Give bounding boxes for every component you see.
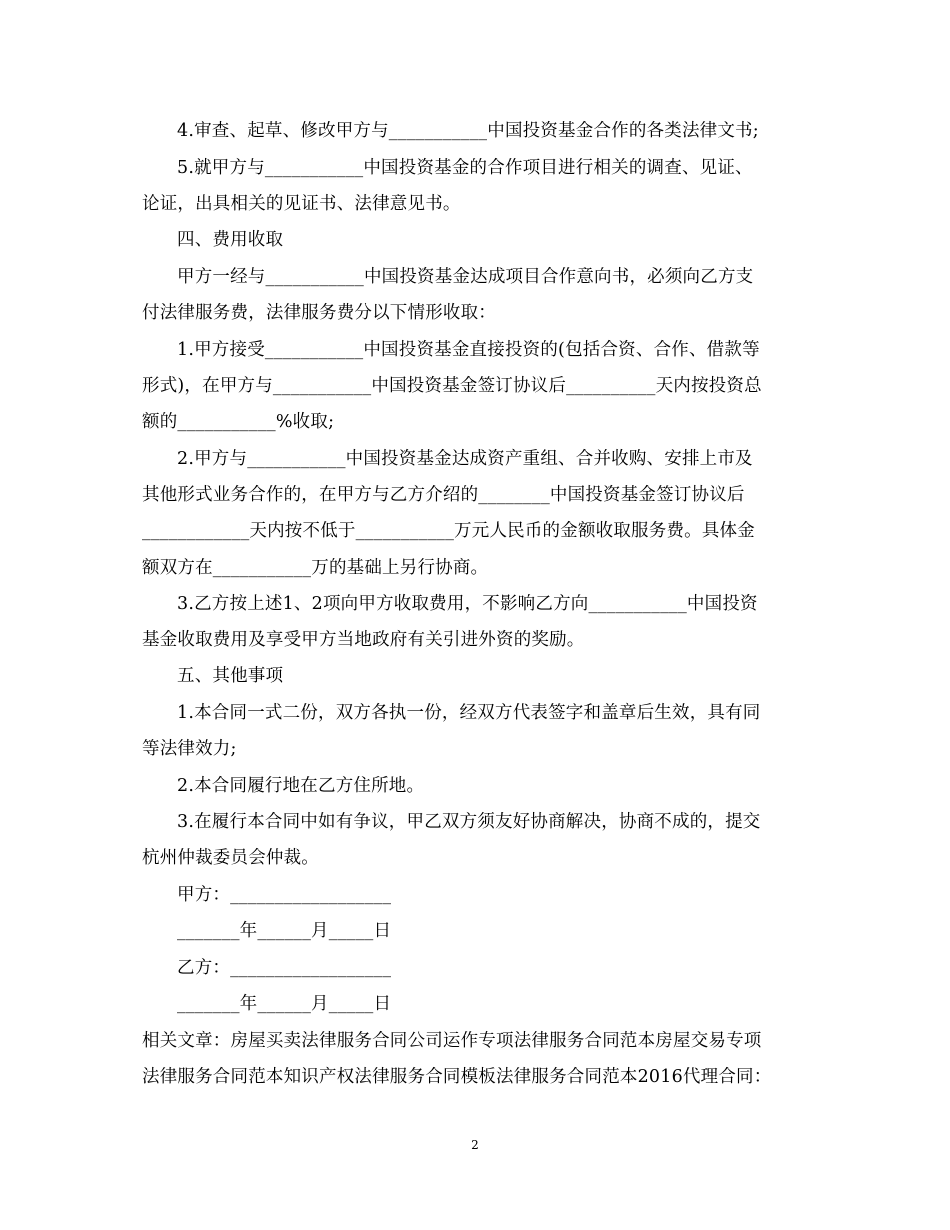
party-b-signature-line: 乙方：__________________ — [177, 958, 392, 978]
other-item-1-line-1: 1.本合同一式二份，双方各执一份，经双方代表签字和盖章后生效，具有同 — [177, 703, 761, 723]
other-item-3-line-1: 3.在履行本合同中如有争议，甲乙双方须友好协商解决，协商不成的，提交 — [177, 812, 761, 832]
clause-4-line-1: 4.审查、起草、修改甲方与___________中国投资基金合作的各类法律文书; — [177, 121, 759, 141]
fees-item-2-line-1: 2.甲方与___________中国投资基金达成资产重组、合并收购、安排上市及 — [177, 449, 753, 469]
fees-intro-line-2: 付法律服务费，法律服务费分以下情形收取： — [142, 303, 496, 323]
party-a-signature-line: 甲方：__________________ — [177, 885, 392, 905]
related-articles-line-2: 法律服务合同范本知识产权法律服务合同模板法律服务合同范本2016代理合同： — [142, 1067, 772, 1087]
fees-item-3-line-2: 基金收取费用及享受甲方当地政府有关引进外资的奖励。 — [142, 630, 585, 650]
other-item-3-line-2: 杭州仲裁委员会仲裁。 — [142, 848, 319, 868]
section-heading-other: 五、其他事项 — [177, 666, 284, 686]
clause-5-line-2: 论证，出具相关的见证书、法律意见书。 — [142, 194, 461, 214]
fees-item-2-line-4: 额双方在___________万的基础上另行协商。 — [142, 558, 489, 578]
clause-5-line-1: 5.就甲方与___________中国投资基金的合作项目进行相关的调查、见证、 — [177, 158, 753, 178]
other-item-2: 2.本合同履行地在乙方住所地。 — [177, 776, 425, 796]
page-number: 2 — [471, 1138, 479, 1152]
fees-item-2-line-2: 其他形式业务合作的，在甲方与乙方介绍的________中国投资基金签订协议后 — [142, 485, 745, 505]
fees-item-2-line-3: ____________天内按不低于___________万元人民币的金额收取服务费。具体金 — [142, 521, 755, 541]
party-a-date-line: _______年______月_____日 — [177, 921, 392, 941]
other-item-1-line-2: 等法律效力; — [142, 739, 237, 759]
fees-item-1-line-1: 1.甲方接受___________中国投资基金直接投资的(包括合资、合作、借款等 — [177, 340, 760, 360]
fees-item-1-line-3: 额的___________%收取; — [142, 412, 335, 432]
section-heading-fees: 四、费用收取 — [177, 230, 284, 250]
fees-item-3-line-1: 3.乙方按上述1、2项向甲方收取费用，不影响乙方向___________中国投资 — [177, 594, 758, 614]
party-b-date-line: _______年______月_____日 — [177, 994, 392, 1014]
related-articles-line-1: 相关文章：房屋买卖法律服务合同公司运作专项法律服务合同范本房屋交易专项 — [142, 1031, 762, 1051]
fees-item-1-line-2: 形式)，在甲方与___________中国投资基金签订协议后__________天内按投资总 — [142, 376, 762, 396]
fees-intro-line-1: 甲方一经与___________中国投资基金达成项目合作意向书，必须向乙方支 — [177, 267, 754, 287]
